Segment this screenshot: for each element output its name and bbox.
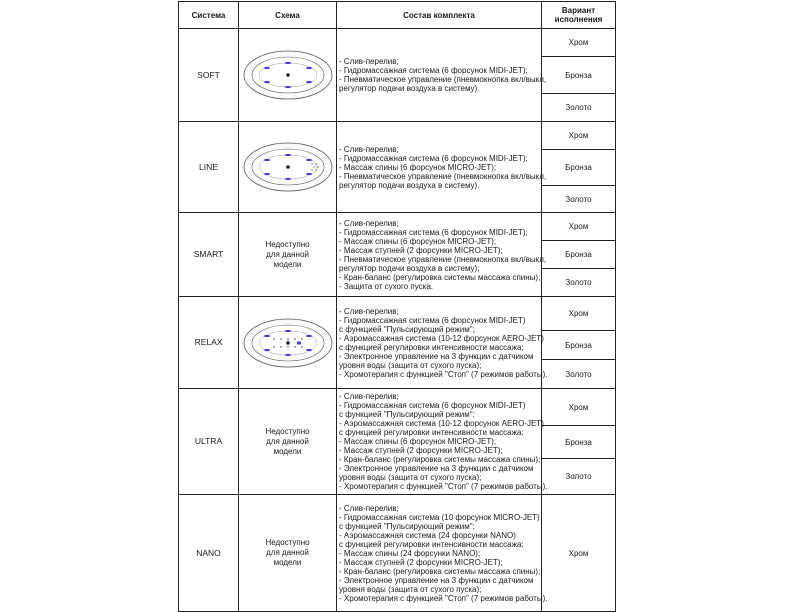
system-name-cell: NANO [179,495,239,612]
finish-variant-cell: Золото [542,269,616,297]
midi-jet-icon [264,335,269,337]
micro-jet-icon [317,166,318,167]
kit-item-line: уровня воды (защита от сухого пуска); [339,584,482,594]
midi-jet-icon [264,173,269,175]
kit-item-line: - Слив-перелив; [339,392,399,401]
aero-jet-icon [287,338,288,339]
table-row [179,495,616,612]
midi-jet-icon [306,349,311,351]
unavailable-line: модели [273,558,302,567]
kit-item-line: с функцией регулировки интенсивности массажа; [339,428,524,437]
micro-jet-icon [311,169,312,170]
kit-item-line: с функцией регулировки интенсивности массажа; [339,539,524,549]
kit-item-line: - Защита от сухого пуска. [339,281,433,291]
finish-variant-cell: Бронза [542,150,616,186]
midi-jet-icon [306,335,311,337]
midi-jet-icon [285,62,290,64]
kit-item-line: уровня воды (защита от сухого пуска); [339,360,482,370]
header-kit: Состав комплекта [337,2,542,29]
tub-scheme-relax-icon [242,317,334,369]
drain-icon [286,341,290,345]
finish-variant-cell: Бронза [542,241,616,269]
kit-item-line: - Электронное управление на 3 функции с датчиком [339,464,534,473]
kit-item-line: с функцией регулировки интенсивности массажа; [339,342,524,352]
aero-jet-icon [280,346,281,347]
unavailable-line: для данной [266,249,309,259]
midi-jet-icon [285,330,290,332]
kit-item-line: - Массаж спины (24 форсунки NANO); [339,548,481,558]
scheme-cell [239,297,337,389]
midi-jet-icon [264,81,269,83]
scheme-cell [239,495,337,612]
header-variant-line1: Вариант [561,6,596,15]
aero-jet-icon [287,346,288,347]
table-row [179,389,616,426]
micro-jet-icon [311,163,312,164]
midi-jet-icon [306,67,311,69]
kit-item-line: - Массаж ступней (2 форсунки MICRO-JET); [339,557,503,567]
kit-item-line: - Массаж спины (6 форсунок MICRO-JET); [339,236,497,246]
header-system: Система [179,2,239,29]
kit-item-line: - Массаж ступней (2 форсунки MICRO-JET); [339,446,503,455]
table-row [179,122,616,150]
aero-jet-icon [294,346,295,347]
aero-jet-icon [273,338,274,339]
kit-item-line: регулятор подачи воздуха в систему). [339,180,480,190]
kit-item-line: - Аэромассажная система (10-12 форсунок AERO-JET) [339,419,544,428]
unavailable-line: для данной [266,548,309,557]
kit-item-line: - Пневматическое управление (пневмокнопка вкл/выкл, [339,254,547,264]
kit-item-line: - Слив-перелив; [339,306,399,316]
header-variant [542,2,616,29]
kit-item-line: - Кран-баланс (регулировка системы массажа спины); [339,566,541,576]
kit-item-line: - Аэромассажная система (24 форсунки NANO) [339,530,516,540]
finish-variant-cell: Хром [542,389,616,426]
tub-scheme-line-icon [242,141,334,193]
kit-item-line: - Кран-баланс (регулировка системы массажа спины); [339,455,541,464]
aero-jet-icon [280,338,281,339]
system-name-cell: LINE [179,122,239,213]
finish-variant-cell: Золото [542,186,616,213]
kit-item-line: с функцией "Пульсирующий режим"; [339,521,475,531]
table-body [179,29,616,612]
system-name-cell: SOFT [179,29,239,122]
kit-item-line: - Гидромассажная система (10 форсунок MICRO-JET) [339,512,540,522]
aero-jet-icon [301,338,302,339]
kit-item-line: - Хромотерапия с функцией "Стоп" (7 режимов работы). [339,369,548,379]
tub-scheme-soft-icon [242,49,334,101]
midi-jet-icon [264,349,269,351]
kit-item-line: - Массаж спины (6 форсунок MICRO-JET); [339,162,497,172]
unavailable-line: Недоступно [265,538,310,547]
drain-icon [286,73,290,77]
midi-jet-icon [306,81,311,83]
midi-jet-icon [264,159,269,161]
finish-variant-cell: Бронза [542,426,616,459]
kit-item-line: - Гидромассажная система (6 форсунок MIDI-JET); [339,153,528,163]
scheme-cell [239,29,337,122]
finish-variant-cell: Бронза [542,331,616,360]
aero-jet-icon [301,346,302,347]
midi-jet-icon [306,173,311,175]
micro-jet-icon [315,163,316,164]
kit-item-line: - Хромотерапия с функцией "Стоп" (7 режимов работы). [339,482,548,491]
kit-item-line: - Пневматическое управление (пневмокнопка вкл/выкл, [339,75,547,84]
kit-item-line: регулятор подачи воздуха в систему); [339,263,480,273]
kit-contents-cell [337,495,548,612]
unavailable-line: Недоступно [265,239,310,249]
finish-variant-cell: Золото [542,360,616,389]
finish-variant-cell: Хром [542,495,616,612]
header-variant-line2: исполнения [554,15,603,24]
finish-variant-cell: Хром [542,29,616,57]
unavailable-line: Недоступно [265,426,310,436]
finish-variant-cell: Золото [542,459,616,495]
kit-item-line: - Электронное управление на 3 функции с датчиком [339,575,534,585]
kit-item-line: - Слив-перелив; [339,218,399,228]
kit-item-line: - Хромотерапия с функцией "Стоп" (7 режимов работы). [339,593,548,603]
drain-icon [286,165,290,169]
scheme-cell [239,389,337,495]
kit-item-line: уровня воды (защита от сухого пуска); [339,473,482,482]
kit-item-line: - Гидромассажная система (6 форсунок MIDI-JET); [339,66,528,75]
micro-jet-icon [315,169,316,170]
unavailable-line: для данной [266,436,309,446]
kit-contents-cell [337,29,547,122]
system-name-cell: RELAX [179,297,239,389]
finish-variant-cell: Хром [542,297,616,331]
unavailable-line: модели [273,446,302,456]
kit-item-line: с функцией "Пульсирующий режим"; [339,324,475,334]
kit-item-line: - Гидромассажная система (6 форсунок MIDI-JET) [339,315,526,325]
midi-jet-icon [285,154,290,156]
unavailable-line: модели [273,259,302,269]
header-scheme: Схема [239,2,337,29]
aero-jet-icon [273,346,274,347]
kit-item-line: - Гидромассажная система (6 форсунок MIDI-JET) [339,401,526,410]
header-row [179,2,616,29]
midi-jet-icon [285,178,290,180]
midi-jet-icon [264,67,269,69]
light-icon [297,341,301,344]
scheme-cell [239,122,337,213]
kit-item-line: - Электронное управление на 3 функции с датчиком [339,351,534,361]
kit-item-line: - Гидромассажная система (6 форсунок MIDI-JET); [339,227,528,237]
finish-variant-cell: Золото [542,94,616,122]
table-row [179,213,616,241]
kit-item-line: - Аэромассажная система (10-12 форсунок AERO-JET) [339,333,544,343]
kit-item-line: - Слив-перелив; [339,144,399,154]
kit-item-line: - Слив-перелив; [339,57,399,66]
midi-jet-icon [306,159,311,161]
scheme-cell [239,213,337,297]
kit-item-line: с функцией "Пульсирующий режим"; [339,410,475,419]
aero-jet-icon [294,338,295,339]
micro-jet-icon [313,166,314,167]
kit-contents-cell [337,122,547,213]
system-name-cell: ULTRA [179,389,239,495]
kit-item-line: - Массаж ступней (2 форсунки MICRO-JET); [339,245,503,255]
kit-contents-cell [337,389,548,495]
kit-item-line: - Слив-перелив; [339,503,399,513]
kit-item-line: - Кран-баланс (регулировка системы массажа спины); [339,272,541,282]
kit-item-line: - Массаж спины (6 форсунок MICRO-JET); [339,437,497,446]
kit-contents-cell [337,213,547,297]
scheme-unavailable-note [265,427,309,457]
kit-item-line: - Пневматическое управление (пневмокнопка вкл/выкл, [339,171,547,181]
table-row [179,297,616,331]
finish-variant-cell: Хром [542,213,616,241]
midi-jet-icon [285,86,290,88]
scheme-unavailable-note [265,538,309,568]
system-name-cell: SMART [179,213,239,297]
table-row [179,29,616,57]
midi-jet-icon [285,354,290,356]
scheme-unavailable-note [265,240,309,270]
kit-item-line: регулятор подачи воздуха в систему). [339,84,480,93]
kit-spec-table [178,1,616,612]
finish-variant-cell: Хром [542,122,616,150]
finish-variant-cell: Бронза [542,57,616,94]
kit-contents-cell [337,297,548,389]
